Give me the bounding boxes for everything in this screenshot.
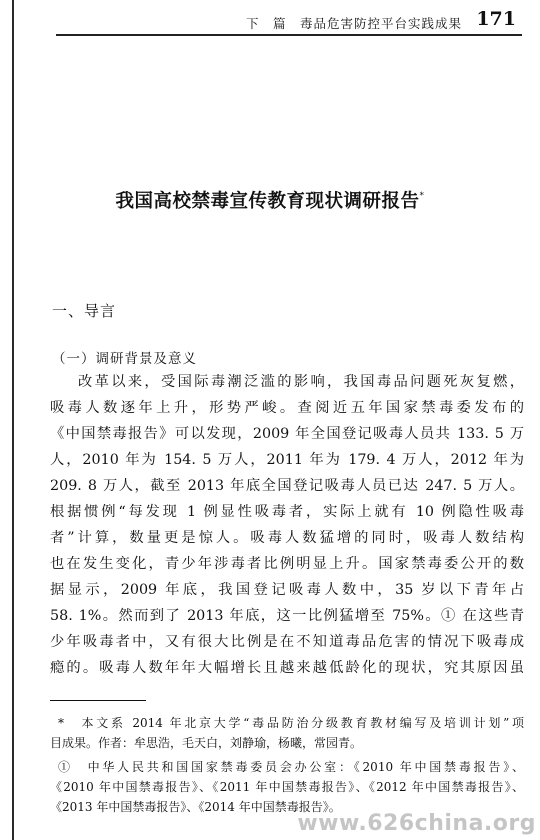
footnote-one-line: 《2010 年中国禁毒报告》、《2011 年中国禁毒报告》、《2012 年中国禁毒报告》、	[50, 780, 524, 794]
article-title-text: 我国高校禁毒宣传教育现状调研报告	[115, 191, 420, 212]
running-header	[56, 8, 522, 36]
body-paragraph	[50, 369, 524, 681]
body-line: 瘾的。吸毒人数年年大幅增长且越来越低龄化的现状，究其原因虽	[50, 660, 524, 676]
footnote-one-line: ① 中华人民共和国国家禁毒委员会办公室：《2010 年中国禁毒报告》、	[58, 760, 524, 774]
body-line: 209. 8 万人，截至 2013 年底全国登记吸毒人员已达 247. 5 万人。	[50, 478, 524, 494]
body-line: 人，2010 年为 154. 5 万人，2011 年为 179. 4 万人，2012 年为	[50, 452, 524, 468]
body-line: 《中国禁毒报告》可以发现，2009 年全国登记吸毒人员共 133. 5 万	[50, 426, 524, 442]
watermark: www.626china.org	[297, 811, 536, 836]
title-footnote-marker: *	[419, 191, 425, 201]
body-line: 也在发生变化，青少年涉毒者比例明显上升。国家禁毒委公开的数	[50, 556, 524, 572]
page-number: 171	[476, 8, 516, 30]
footnote-star-line: 目成果。作者：牟思浩，毛天白，刘静瑜，杨曦，常园青。	[50, 736, 363, 750]
footnote-star-line: * 本文系 2014 年北京大学“毒品防治分级教育教材编写及培训计划”项	[58, 716, 524, 730]
body-line: 吸毒人数逐年上升，形势严峻。查阅近五年国家禁毒委发布的	[50, 400, 524, 416]
body-line: 58. 1%。然而到了 2013 年底，这一比例猛增至 75%。① 在这些青	[50, 608, 524, 624]
subsection-heading: （一）调研背景及意义	[52, 351, 197, 367]
running-title: 下 篇 毒品危害防控平台实践成果	[245, 16, 462, 31]
body-line: 改革以来，受国际毒潮泛滥的影响，我国毒品问题死灰复燃，	[78, 374, 524, 390]
footnote-separator	[50, 700, 146, 701]
page-left-border	[12, 0, 14, 840]
body-line: 少年吸毒者中，又有很大比例是在不知道毒品危害的情况下吸毒成	[50, 634, 524, 650]
footnotes	[50, 713, 524, 817]
body-line: 者”计算，数量更是惊人。吸毒人数猛增的同时，吸毒人数结构	[50, 530, 524, 546]
body-line: 根据惯例“每发现 1 例显性吸毒者，实际上就有 10 例隐性吸毒	[50, 504, 524, 520]
footnote-one-line: 《2013 年中国禁毒报告》、《2014 年中国禁毒报告》。	[50, 800, 341, 814]
body-line: 据显示，2009 年底，我国登记吸毒人数中，35 岁以下青年占	[50, 582, 524, 598]
section-heading: 一、导言	[52, 302, 117, 320]
article-title	[0, 187, 540, 213]
